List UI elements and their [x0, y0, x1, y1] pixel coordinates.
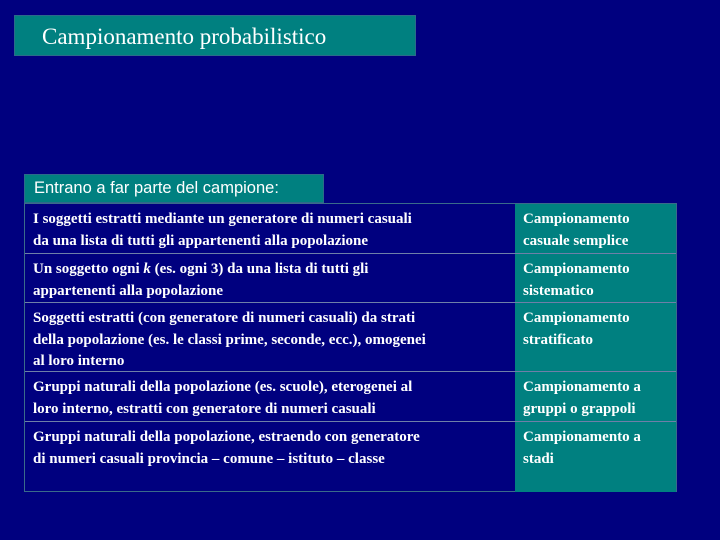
table-row	[25, 421, 676, 492]
table-row	[25, 253, 676, 303]
row-method: Campionamento sistematico	[515, 254, 676, 303]
row-description: Soggetti estratti (con generatore di numeri casuali) da strati della popolazione (es. le classi prime, seconde, ecc.), omogenei al loro interno	[33, 310, 426, 369]
slide-title: Campionamento probabilistico	[14, 15, 416, 56]
table-row	[25, 204, 676, 253]
row-method: Campionamento a gruppi o grappoli	[515, 372, 676, 422]
row-description: I soggetti estratti mediante un generatore di numeri casuali da una lista di tutti gli appartenenti alla popolazione	[33, 211, 412, 249]
row-method: Campionamento casuale semplice	[515, 204, 676, 253]
k-variable: k	[143, 261, 151, 277]
row-method: Campionamento stratificato	[515, 303, 676, 372]
row-description: Un soggetto ogni k (es. ogni 3) da una lista di tutti gli appartenenti alla popolazione	[33, 261, 369, 299]
row-description: Gruppi naturali della popolazione, estraendo con generatore di numeri casuali provincia – comune – istituto – classe	[33, 429, 420, 467]
slide-subtitle: Entrano a far parte del campione:	[24, 174, 324, 203]
table-row	[25, 302, 676, 372]
row-description: Gruppi naturali della popolazione (es. scuole), eterogenei al loro interno, estratti con generatore di numeri casuali	[33, 379, 413, 417]
row-method: Campionamento a stadi	[515, 422, 676, 492]
table-row	[25, 371, 676, 422]
sampling-table	[24, 203, 677, 492]
